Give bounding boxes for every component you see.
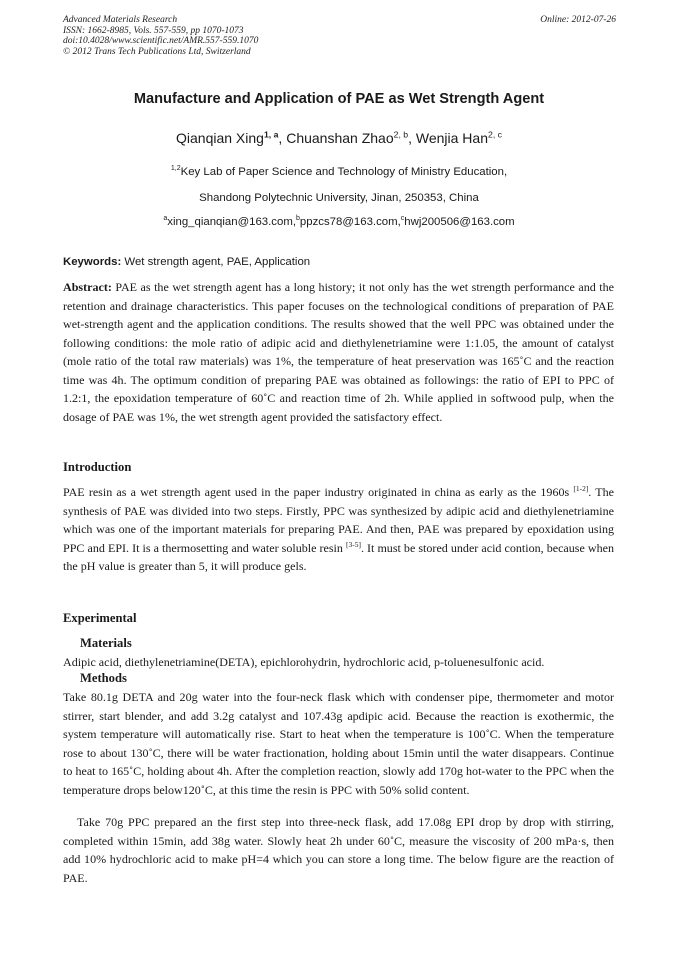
abstract-label: Abstract: — [63, 280, 112, 294]
intro-text: PAE resin as a wet strength agent used in the paper industry originated in china as early as the 1960s — [63, 485, 574, 499]
methods-heading: Methods — [80, 671, 127, 685]
issn-line: ISSN: 1662-8985, Vols. 557-559, pp 1070-1073 — [63, 25, 244, 36]
abstract-text: PAE as the wet strength agent has a long history; it not only has the wet strength performance and the retention and drainage characteristics. This paper focuses on the technological conditions of preparation of PAE wet-strength agent and the application conditions. The results showed that the well PPC was obtained under the following conditions: the mole ratio of adipic acid and diethylenetriamine were 1:1.05, the amount of catalyst (mole ratio of the total raw materials) was 1%, the temperature of heat preservation was 165˚C and the reaction time was 4h. The optimum condition of preparing PAE was obtained as followings: the ratio of EPI to PPC of 1.2:1, the epoxidation temperature of 60˚C and reaction time of 2h. While applied in softwood pulp, when the dosage of PAE was 1%, the wet strength agent provided the satisfactory effect. — [63, 280, 614, 424]
materials-heading: Materials — [80, 636, 132, 650]
citation: [3-5] — [346, 539, 361, 549]
journal-name: Advanced Materials Research — [63, 15, 178, 25]
intro-text: . It must be stored under acid contion, because when the pH value is greater than 5, it will produce gels. — [63, 540, 615, 573]
author-list — [0, 130, 678, 146]
keywords-label: Keywords: — [63, 256, 122, 268]
introduction-heading: Introduction — [63, 460, 132, 474]
experimental-heading: Experimental — [63, 611, 137, 625]
email-mark: a — [163, 215, 168, 223]
journal-header — [63, 15, 616, 57]
email-line — [0, 216, 678, 228]
online-date: Online: 2012-07-26 — [540, 15, 616, 25]
author-name: Chuanshan Zhao — [286, 130, 394, 146]
keywords — [63, 256, 616, 268]
author-name: Wenjia Han — [415, 130, 488, 146]
author-name: Qianqian Xing — [176, 130, 264, 146]
paper-title: Manufacture and Application of PAE as Wet Strength Agent — [133, 91, 545, 107]
affiliation-line-2: Shandong Polytechnic University, Jinan, 250353, China — [199, 192, 479, 204]
intro-text: . The synthesis of PAE was divided into two steps. Firstly, PPC was synthesized by adipic acid and diethylenetriamine which was one of the important materials for preparing PAE. And then, PAE was prepared by epoxidation using PPC and EPI. It is a thermosetting and water soluble resin — [63, 485, 614, 555]
abstract — [63, 278, 614, 426]
author-separator: , — [408, 130, 416, 146]
email-address: hwj200506@163.com — [404, 216, 515, 228]
affiliation-line-1 — [0, 166, 678, 178]
methods-paragraph-2: Take 70g PPC prepared an the first step into three-neck flask, add 17.08g EPI drop by drop with stirring, completed within 15min, add 38g water. Slowly heat 2h under 60˚C, measure the viscosity of 200 mPa·s, then add 10% hydrochloric acid to make pH=4 which you can store a long time. The below figure are the reaction of PAE. — [63, 815, 614, 885]
citation: [1-2] — [573, 483, 589, 493]
materials-text: Adipic acid, diethylenetriamine(DETA), epichlorohydrin, hydrochloric acid, p-toluenesulfonic acid. — [63, 655, 545, 669]
keywords-text: Wet strength agent, PAE, Application — [121, 256, 311, 268]
affiliation-text: Key Lab of Paper Science and Technology of Ministry Education, — [180, 166, 508, 178]
email-address: ppzcs78@163.com, — [299, 216, 401, 228]
author-affiliation-mark: 2, b — [393, 129, 409, 140]
affiliation-mark: 1,2 — [170, 165, 181, 173]
methods-paragraph-1: Take 80.1g DETA and 20g water into the four-neck flask which with condenser pipe, thermometer and motor stirrer, start blender, and add 3.2g catalyst and 107.43g apdipic acid. Because the reaction is exothermic, the system temperature will automatically rise. Start to heat when the temperature is 100˚C. When the temperature rose to about 130˚C, there will be water fractionation, holding about 15min until the water disappears. Continue to heat to 165˚C, holding about 4h. After the completion reaction, slowly add 170g hot-water to the PPC when the temperature drops below120˚C, at this time the resin is PPC with 50% solid content. — [63, 690, 614, 797]
doi-line: doi:10.4028/www.scientific.net/AMR.557-559.1070 — [63, 36, 259, 46]
introduction-paragraph — [63, 483, 614, 576]
author-affiliation-mark: 2, c — [488, 129, 502, 140]
email-address: xing_qianqian@163.com, — [167, 216, 296, 228]
copyright-line: © 2012 Trans Tech Publications Ltd, Switzerland — [63, 46, 251, 57]
email-mark: c — [400, 215, 405, 223]
email-mark: b — [295, 215, 300, 223]
author-separator: , — [278, 130, 287, 146]
author-affiliation-mark: 1, a — [263, 129, 279, 140]
